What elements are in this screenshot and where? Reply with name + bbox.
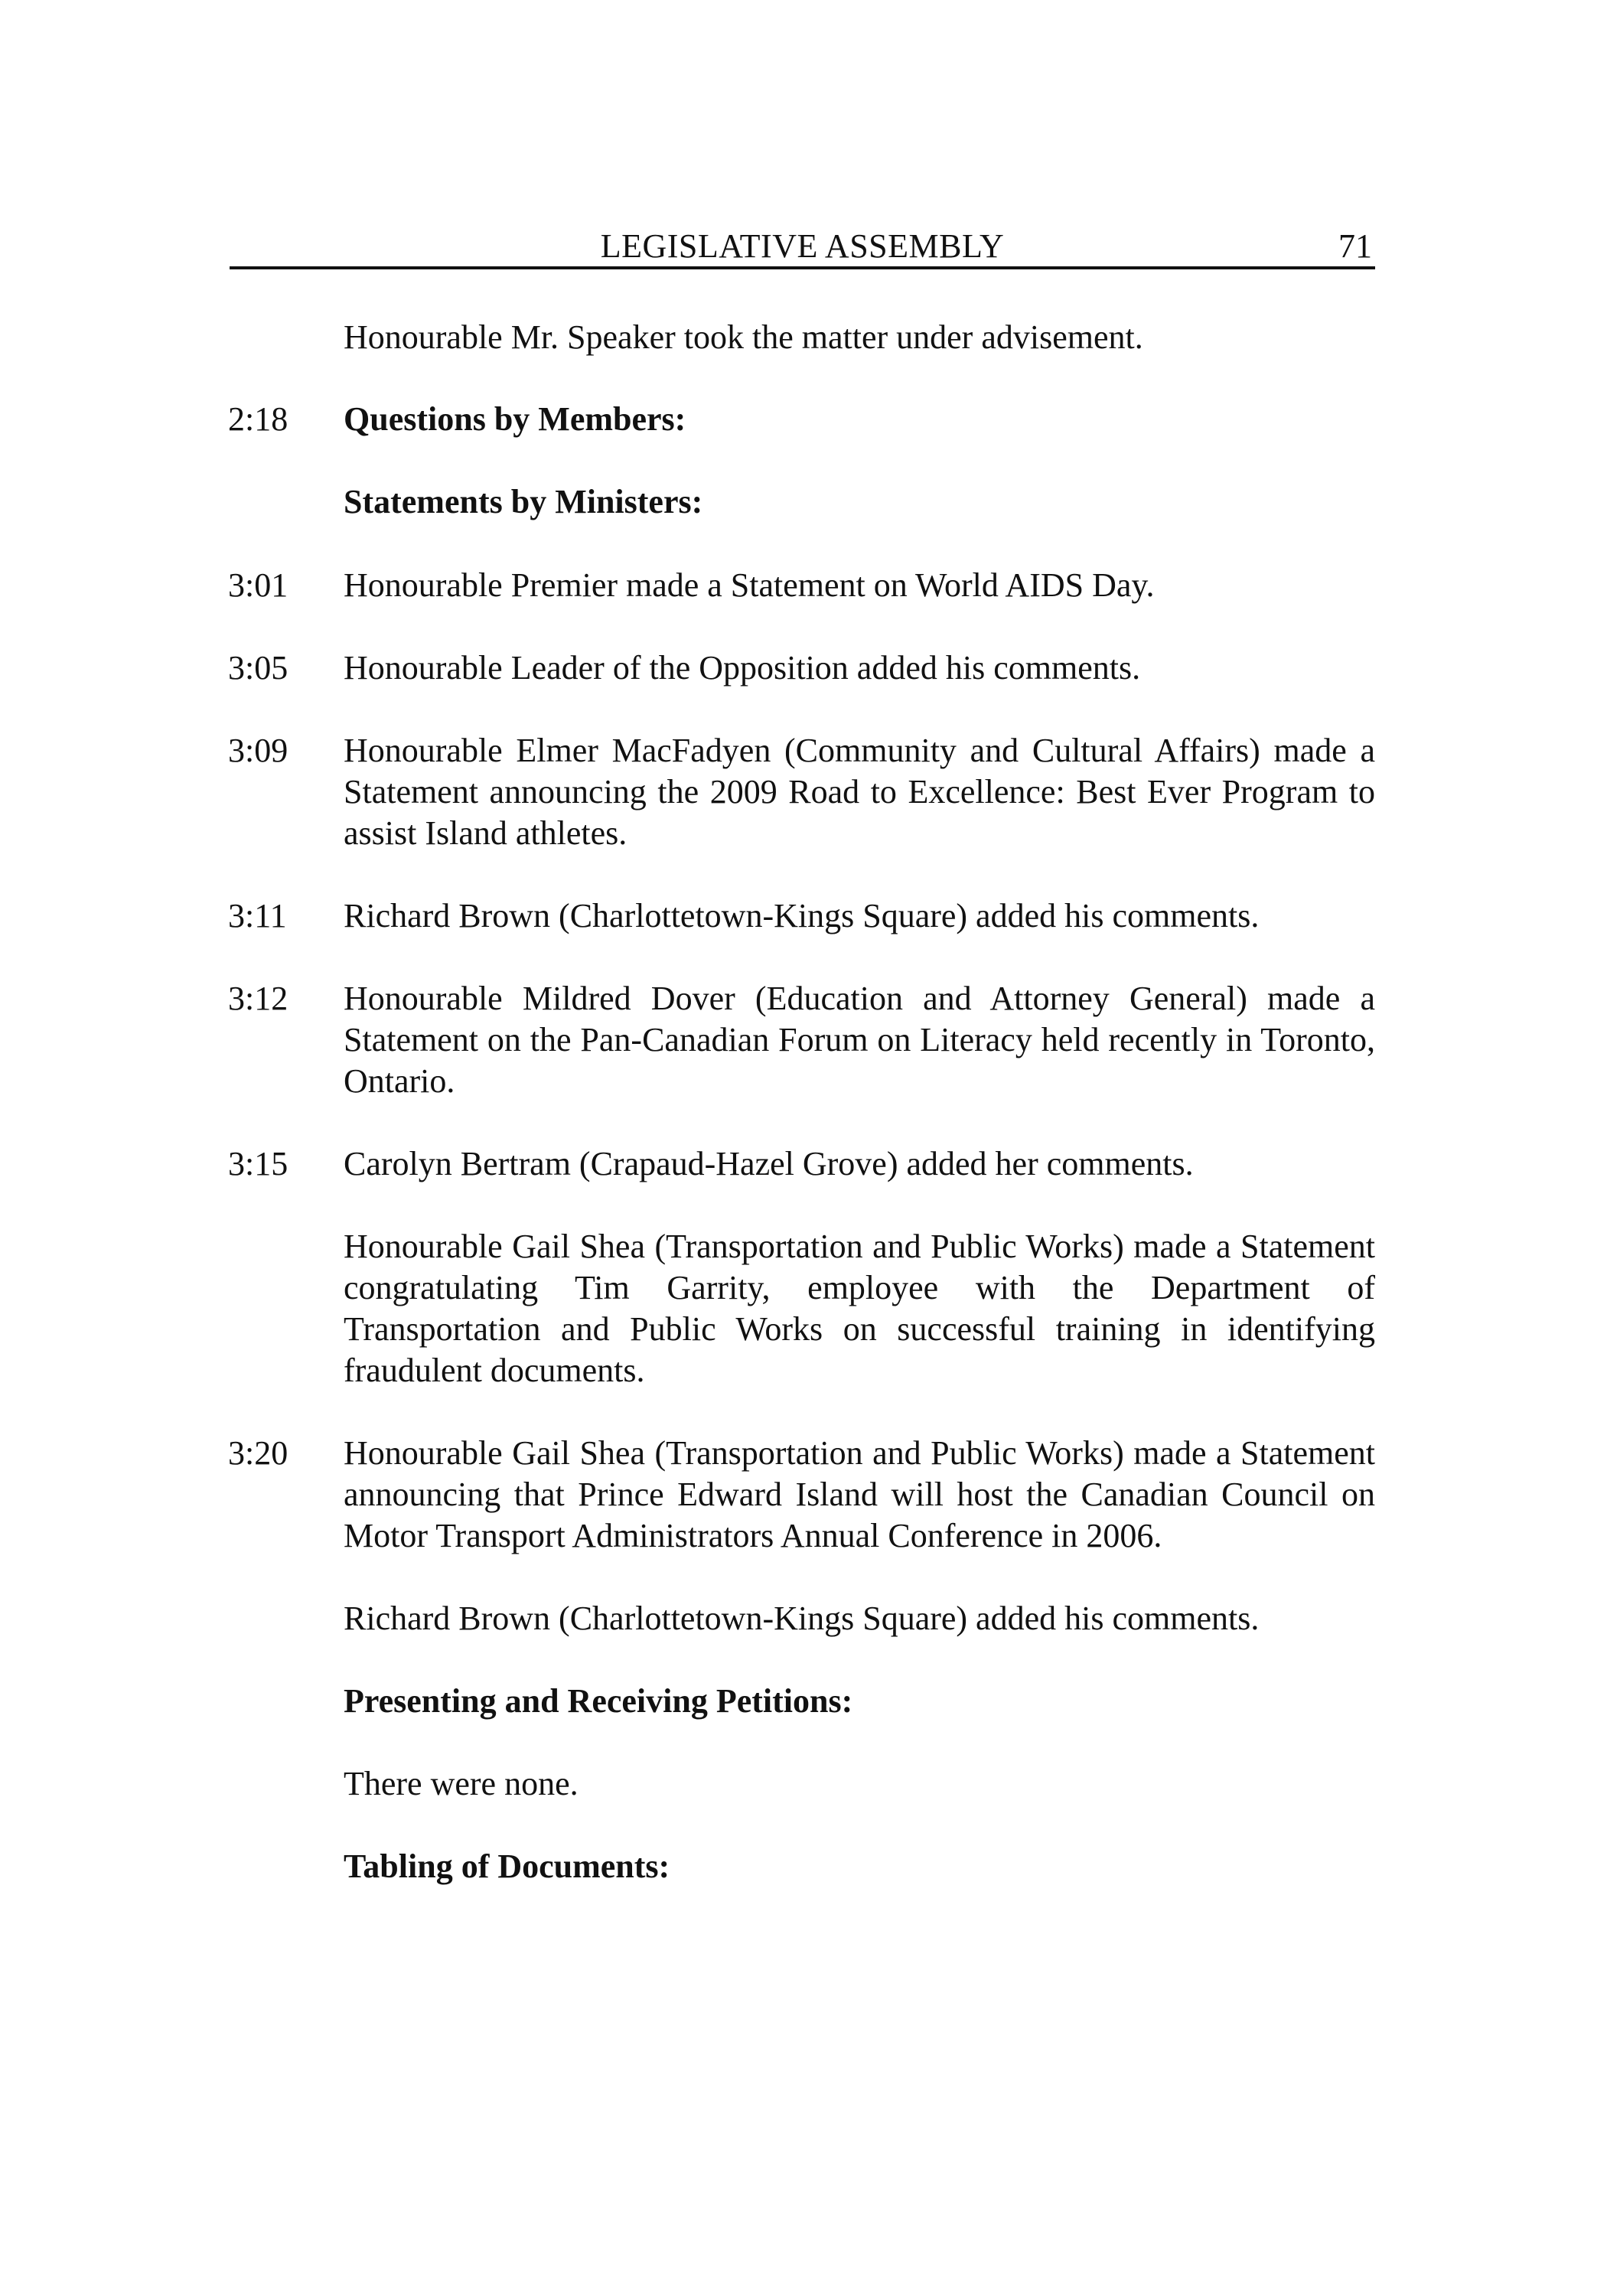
entry-time: 3:09 — [228, 732, 288, 769]
section-heading: Questions by Members: — [344, 400, 686, 438]
header-title: LEGISLATIVE ASSEMBLY — [600, 227, 1005, 265]
entry-text: Honourable Gail Shea (Transportation and Public Works) made a Statement congratulating Tim Garrity, employee with the Department of Transportation and Public Works on successful training in identifying fraudulent documents. — [344, 1228, 1375, 1389]
entry-time: 3:01 — [228, 566, 288, 604]
entry-text: Honourable Elmer MacFadyen (Community and Cultural Affairs) made a Statement announcing the 2009 Road to Excellence: Best Ever Program to assist Island athletes. — [344, 732, 1375, 852]
entry-time: 3:11 — [228, 897, 287, 934]
entry-time: 3:20 — [228, 1434, 288, 1472]
page-header — [230, 227, 1375, 269]
entry-text: Richard Brown (Charlottetown-Kings Square) added his comments. — [344, 897, 1260, 934]
entry-text: There were none. — [344, 1765, 579, 1802]
entry-text: Honourable Gail Shea (Transportation and Public Works) made a Statement announcing that Prince Edward Island will host the Canadian Council on Motor Transport Administrators Annual Conference in 2006. — [344, 1434, 1375, 1554]
entry-time: 3:05 — [228, 649, 288, 687]
entry-text: Honourable Premier made a Statement on World AIDS Day. — [344, 566, 1155, 604]
entry-text: Honourable Leader of the Opposition added his comments. — [344, 649, 1141, 687]
section-heading: Presenting and Receiving Petitions: — [344, 1682, 853, 1720]
entry-time: 2:18 — [228, 400, 288, 438]
entry-time: 3:15 — [228, 1145, 288, 1182]
entry-text: Honourable Mr. Speaker took the matter under advisement. — [344, 318, 1143, 356]
entry-text: Honourable Mildred Dover (Education and Attorney General) made a Statement on the Pan-Canadian Forum on Literacy held recently in Toronto, Ontario. — [344, 980, 1375, 1100]
section-heading: Statements by Ministers: — [344, 483, 703, 520]
section-heading: Tabling of Documents: — [344, 1848, 670, 1885]
page-number: 71 — [1338, 227, 1372, 265]
entry-text: Richard Brown (Charlottetown-Kings Square) added his comments. — [344, 1600, 1260, 1637]
entry-time: 3:12 — [228, 980, 288, 1017]
entry-text: Carolyn Bertram (Crapaud-Hazel Grove) added her comments. — [344, 1145, 1194, 1182]
